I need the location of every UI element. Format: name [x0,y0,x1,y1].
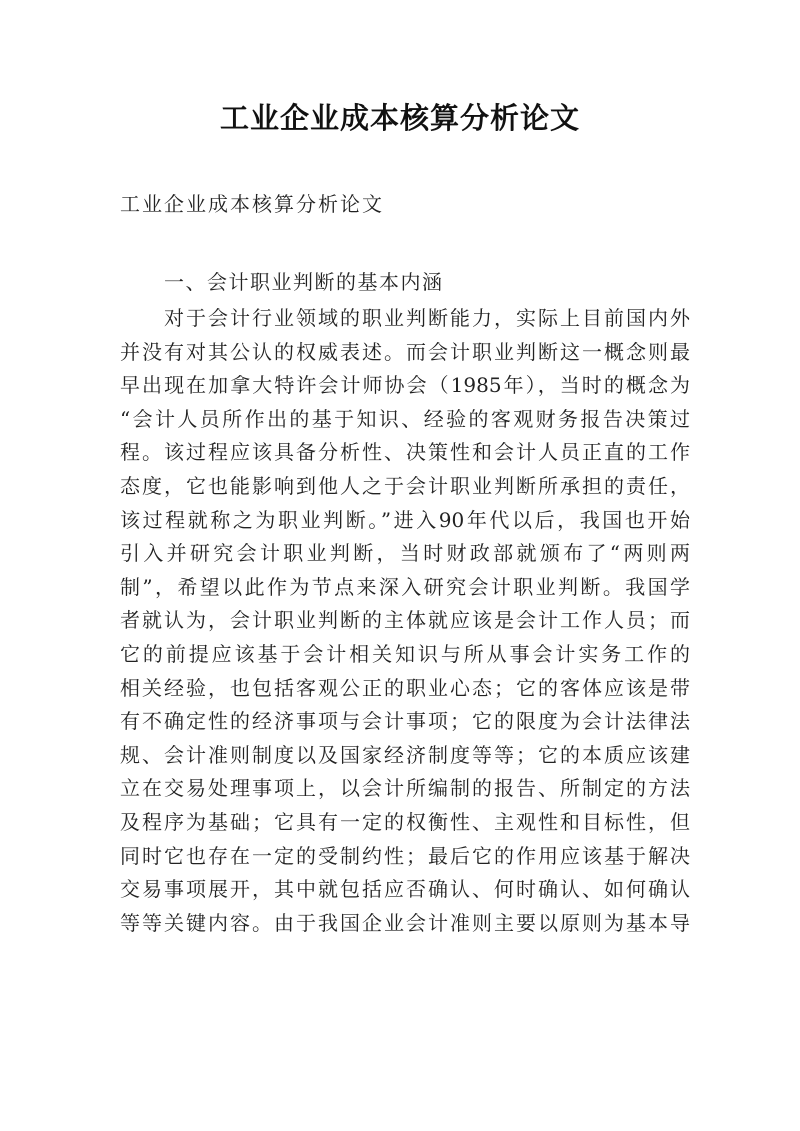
paragraph-line: 立在交易处理事项上，以会计所编制的报告、所制定的方法 [120,776,690,801]
paragraph-line: 及程序为基础；它具有一定的权衡性、主观性和目标性，但 [120,809,690,834]
paragraph-line: 该过程就称之为职业判断。”进入90年代以后，我国也开始 [120,507,690,532]
page-title: 工业企业成本核算分析论文 [219,101,580,135]
paragraph-line: 引入并研究会计职业判断，当时财政部就颁布了“两则两 [120,541,690,566]
paragraph-line: 早出现在加拿大特许会计师协会（1985年），当时的概念为 [120,373,690,398]
paragraph-line: 程。该过程应该具备分析性、决策性和会计人员正直的工作 [120,440,690,465]
document-subtitle: 工业企业成本核算分析论文 [120,192,384,216]
paragraph-line: 同时它也存在一定的受制约性；最后它的作用应该基于解决 [120,843,690,868]
paragraph-line: 相关经验，也包括客观公正的职业心态；它的客体应该是带 [120,675,690,700]
paragraph-line: 态度，它也能影响到他人之于会计职业判断所承担的责任， [120,473,690,498]
paragraph-line: 等等关键内容。由于我国企业会计准则主要以原则为基本导 [120,910,690,935]
paragraph-line: 交易事项展开，其中就包括应否确认、何时确认、如何确认 [120,877,690,902]
body-paragraph [120,302,690,940]
section-heading: 一、会计职业判断的基本内涵 [164,270,444,294]
paragraph-line: 制”，希望以此作为节点来深入研究会计职业判断。我国学 [120,574,690,599]
paragraph-line: 者就认为，会计职业判断的主体就应该是会计工作人员；而 [120,608,690,633]
paragraph-line: “会计人员所作出的基于知识、经验的客观财务报告决策过 [120,406,690,431]
paragraph-line: 并没有对其公认的权威表述。而会计职业判断这一概念则最 [120,339,690,364]
paragraph-line: 对于会计行业领域的职业判断能力，实际上目前国内外 [164,306,690,330]
paragraph-line: 有不确定性的经济事项与会计事项；它的限度为会计法律法 [120,709,690,734]
paragraph-line: 它的前提应该基于会计相关知识与所从事会计实务工作的 [120,641,690,666]
paragraph-line: 规、会计准则制度以及国家经济制度等等；它的本质应该建 [120,742,690,767]
